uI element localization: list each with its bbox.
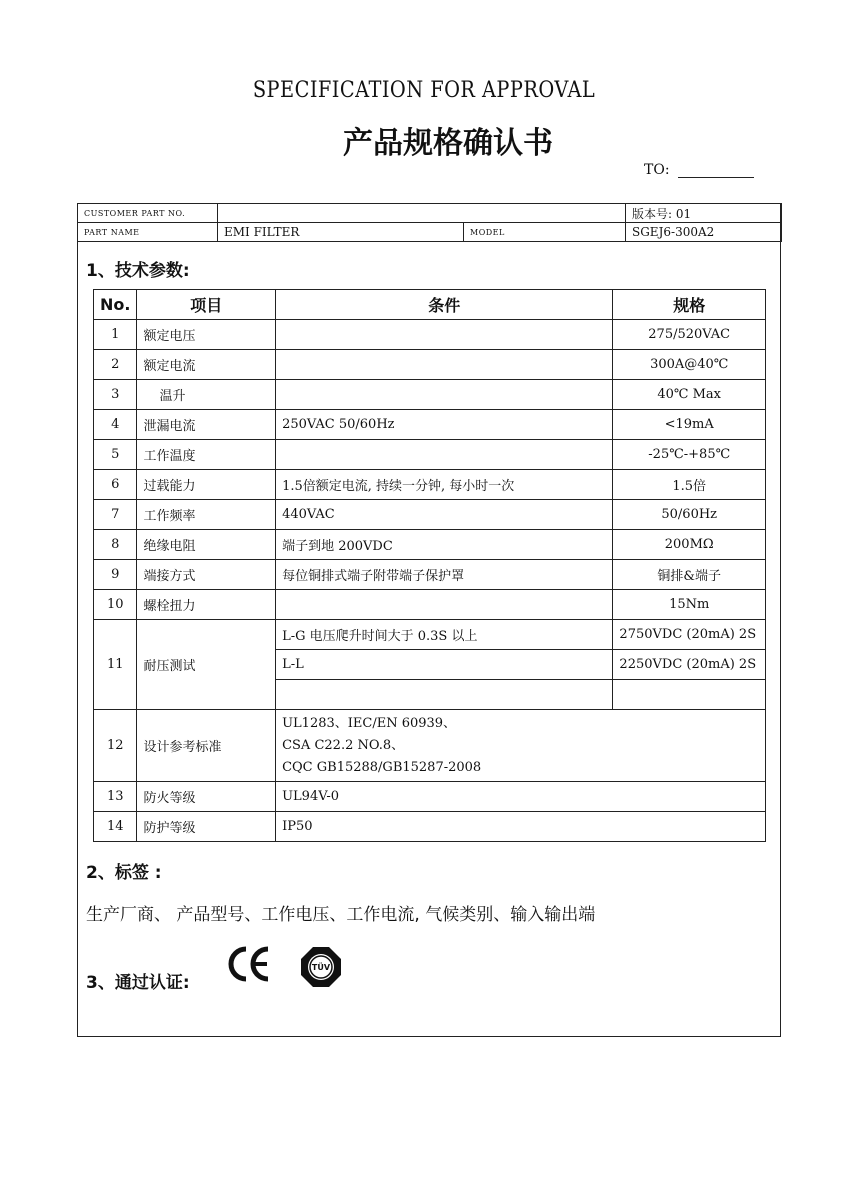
row-spec: 15Nm (613, 590, 766, 620)
row-condition: UL94V-0 (276, 782, 766, 812)
spec-table (93, 289, 766, 842)
row-condition (276, 590, 613, 620)
row-no: 9 (94, 560, 137, 590)
row-no: 11 (94, 620, 137, 710)
row-no: 6 (94, 470, 137, 500)
tuv-mark-icon (299, 945, 343, 989)
table-row (94, 620, 766, 650)
to-field (644, 162, 754, 178)
to-label: TO: (644, 162, 670, 178)
row-condition: 250VAC 50/60Hz (276, 410, 613, 440)
row-condition: 端子到地 200VDC (276, 530, 613, 560)
model-value: SGEJ6-300A2 (626, 223, 782, 242)
table-row (94, 560, 766, 590)
table-row (94, 350, 766, 380)
row-no: 5 (94, 440, 137, 470)
row-item: 设计参考标准 (137, 710, 276, 782)
row-spec: 铜排&端子 (613, 560, 766, 590)
version: 版本号: 01 (626, 204, 782, 223)
header-table (77, 203, 782, 242)
standard-line: UL1283、IEC/EN 60939、 (282, 715, 457, 731)
row-condition: L-L (276, 650, 613, 680)
row-item: 端接方式 (137, 560, 276, 590)
row-spec-empty (613, 680, 766, 710)
row-item: 防火等级 (137, 782, 276, 812)
row-no: 13 (94, 782, 137, 812)
row-condition: IP50 (276, 812, 766, 842)
labels-text: 生产厂商、 产品型号、工作电压、工作电流, 气候类别、输入输出端 (86, 905, 596, 925)
table-row (94, 320, 766, 350)
row-condition (276, 710, 766, 782)
row-item: 绝缘电阻 (137, 530, 276, 560)
col-header-no: No. (94, 290, 137, 320)
table-row (94, 380, 766, 410)
customer-part-value (218, 204, 626, 223)
table-row (94, 812, 766, 842)
row-spec: -25℃-+85℃ (613, 440, 766, 470)
row-item: 额定电压 (137, 320, 276, 350)
row-item: 额定电流 (137, 350, 276, 380)
col-header-condition: 条件 (276, 290, 613, 320)
standard-line: CQC GB15288/GB15287-2008 (282, 759, 482, 775)
ce-mark-icon (226, 944, 272, 984)
title-cn: 产品规格确认书 (343, 126, 553, 161)
row-item: 工作温度 (137, 440, 276, 470)
row-condition-empty (276, 680, 613, 710)
row-no: 7 (94, 500, 137, 530)
section-1-heading: 1、技术参数: (86, 261, 190, 281)
row-item: 泄漏电流 (137, 410, 276, 440)
row-item: 螺栓扭力 (137, 590, 276, 620)
row-no: 1 (94, 320, 137, 350)
row-condition (276, 350, 613, 380)
row-condition: 每位铜排式端子附带端子保护罩 (276, 560, 613, 590)
row-spec: 275/520VAC (613, 320, 766, 350)
row-item: 耐压测试 (137, 620, 276, 710)
section-3-heading: 3、通过认证: (86, 973, 190, 993)
customer-part-label: CUSTOMER PART NO. (78, 204, 218, 223)
row-spec: <19mA (613, 410, 766, 440)
row-item: 温升 (137, 380, 276, 410)
row-condition (276, 320, 613, 350)
row-condition: 440VAC (276, 500, 613, 530)
col-header-item: 项目 (137, 290, 276, 320)
table-header-row (94, 290, 766, 320)
section-2-heading: 2、标签 : (86, 863, 162, 883)
col-header-spec: 规格 (613, 290, 766, 320)
table-row (94, 440, 766, 470)
row-condition (276, 440, 613, 470)
standard-line: CSA C22.2 NO.8、 (282, 737, 405, 753)
model-label: MODEL (464, 223, 626, 242)
row-no: 4 (94, 410, 137, 440)
tuv-mark-text: TÜV (311, 963, 331, 972)
row-spec: 300A@40℃ (613, 350, 766, 380)
row-condition: 1.5倍额定电流, 持续一分钟, 每小时一次 (276, 470, 613, 500)
row-spec: 40℃ Max (613, 380, 766, 410)
row-condition: L-G 电压爬升时间大于 0.3S 以上 (276, 620, 613, 650)
row-no: 3 (94, 380, 137, 410)
table-row (94, 590, 766, 620)
table-row (94, 470, 766, 500)
row-spec: 50/60Hz (613, 500, 766, 530)
table-row (94, 782, 766, 812)
row-no: 12 (94, 710, 137, 782)
row-no: 2 (94, 350, 137, 380)
table-row (94, 530, 766, 560)
table-row (94, 710, 766, 782)
row-item: 过载能力 (137, 470, 276, 500)
row-item: 工作频率 (137, 500, 276, 530)
row-no: 14 (94, 812, 137, 842)
row-condition (276, 380, 613, 410)
table-row (94, 500, 766, 530)
part-name-value: EMI FILTER (218, 223, 464, 242)
row-spec: 2750VDC (20mA) 2S (613, 620, 766, 650)
row-no: 8 (94, 530, 137, 560)
to-blank-line (678, 163, 754, 178)
row-no: 10 (94, 590, 137, 620)
row-item: 防护等级 (137, 812, 276, 842)
row-spec: 200MΩ (613, 530, 766, 560)
title-en: SPECIFICATION FOR APPROVAL (252, 78, 596, 103)
part-name-label: PART NAME (78, 223, 218, 242)
table-row (94, 410, 766, 440)
row-spec: 2250VDC (20mA) 2S (613, 650, 766, 680)
row-spec: 1.5倍 (613, 470, 766, 500)
